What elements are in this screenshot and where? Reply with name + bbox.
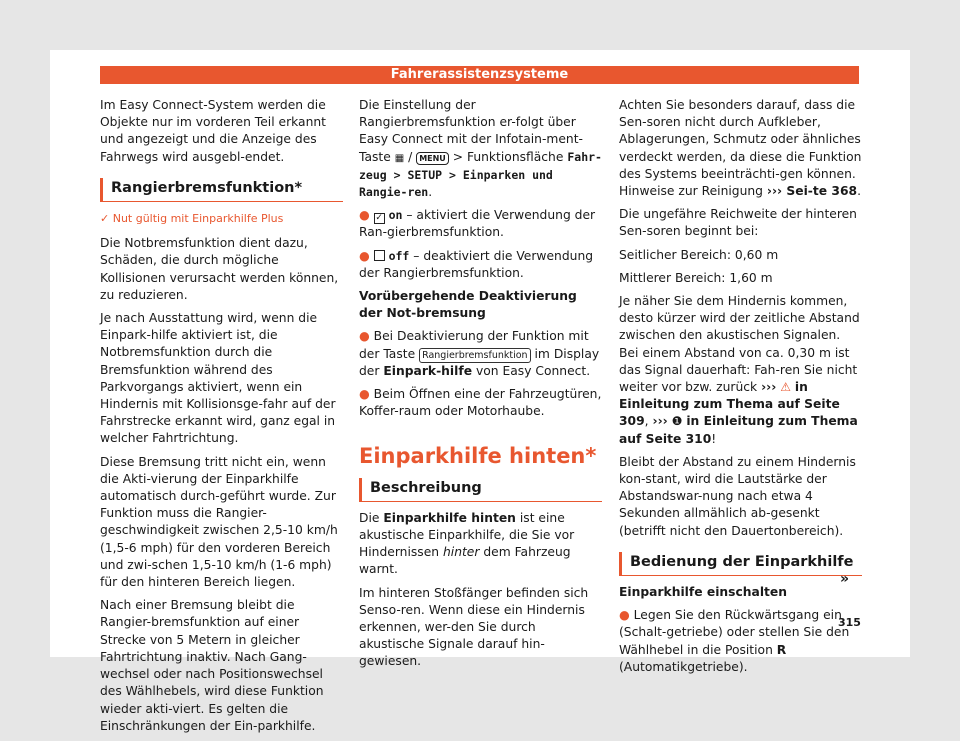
paragraph: Bleibt der Abstand zu einem Hindernis kon-stant, wird die Lautstärke der Abstandswar-nung nach etwa 4 Sekunden allmählich ab-gesenkt (betrifft nicht den Dauertonbereich). xyxy=(619,454,856,538)
column-3 xyxy=(619,97,862,682)
column-2 xyxy=(359,97,602,677)
paragraph: Die Notbremsfunktion dient dazu, Schäden, die durch mögliche Kollisionen verursacht werden können, zu reduzieren. xyxy=(100,236,339,302)
option-off: ● off – deaktiviert die Verwendung der Rangierbremsfunktion. xyxy=(359,248,594,280)
checkbox-empty-icon xyxy=(374,250,385,261)
bullet-item: ● Legen Sie den Rückwärtsgang ein (Schalt-getriebe) oder stellen Sie den Wählhebel in die Position R (Automatikgetriebe). xyxy=(619,608,850,674)
page-reference: ››› Sei-te 368 xyxy=(766,184,858,199)
apps-grid-icon: ▦ xyxy=(394,152,405,164)
menu-path: Fahr-zeug > SETUP > Einparken und Rangie-ren xyxy=(359,149,602,200)
paragraph: Im hinteren Stoßfänger befinden sich Senso-ren. Wenn diese ein Hindernis erkennen, wer-den Sie durch akustische Signale darauf hin-gewiesen. xyxy=(359,585,589,669)
notice-circle-icon: ❶ xyxy=(671,414,683,429)
paragraph: Je nach Ausstattung wird, wenn die Einpark-hilfe aktiviert ist, die Notbremsfunktion durch die Bremsfunktion während des Parkvorgangs aktiviert, wenn ein Hindernis mit Kollisionsge-fahr auf der Fahrstrecke erkannt wird, ganz egal in welcher Fahrtrichtung. xyxy=(100,311,336,446)
checkbox-checked-icon: ✓ xyxy=(375,213,383,224)
continue-arrow-icon: » xyxy=(840,571,850,587)
validity-note: ✓ Nut gültig mit Einparkhilfe Plus xyxy=(100,212,284,226)
paragraph: Nach einer Bremsung bleibt die Rangier-bremsfunktion auf einer Strecke von 5 Metern in gleicher Fahrtrichtung inaktiv. Nach Gang-wechsel oder nach Positionswechsel des Wählhebels, wird diese Funktion wieder akti-viert. Es gelten die Einschränkungen der Ein-parkhilfe. xyxy=(100,598,324,733)
paragraph-setting: Die Einstellung der Rangierbremsfunktion er-folgt über Easy Connect mit der Infotain-ment-Taste ▦ / MENU > Funktionsfläche Fahr-zeug > SETUP > Einparken und Rangie-ren. xyxy=(359,98,602,200)
bullet-item: ● Beim Öffnen eine der Fahrzeugtüren, Koffer-raum oder Motorhaube. xyxy=(359,387,602,419)
paragraph: Je näher Sie dem Hindernis kommen, desto kürzer wird der zeitliche Abstand zwischen den akustischen Signalen. Bei einem Abstand von ca. 0,30 m ist das Signal dauerhaft: Fah-ren Sie nicht weiter vor bzw. zurück ››› ⚠ in Einleitung zum Thema auf Seite 309, ››› ❶ in Einleitung zum Thema auf Seite 310! xyxy=(619,294,860,446)
paragraph: Achten Sie besonders darauf, dass die Sen-soren nicht durch Aufkleber, Ablagerungen, Schmutz oder ähnliches verdeckt werden, da diese die Funktion des Systems beeinträchti-gen können. Hinweise zur Reinigung ››› Sei-te 368. xyxy=(619,98,862,199)
page-number: 315 xyxy=(838,616,861,629)
chapter-header: Fahrerassistenzsysteme xyxy=(100,66,859,84)
section-heading-rangierbremsfunktion: Rangierbremsfunktion* xyxy=(100,178,343,202)
range-side: Seitlicher Bereich: 0,60 m xyxy=(619,247,779,262)
bullet-item: ● Bei Deaktivierung der Funktion mit der Taste Rangierbremsfunktion im Display der Einpark-hilfe von Easy Connect. xyxy=(359,329,600,378)
checkmark-icon: ✓ xyxy=(100,212,110,226)
warning-triangle-icon: ⚠ xyxy=(780,380,791,395)
section-heading-bedienung: Bedienung der Einparkhilfe xyxy=(619,552,862,576)
menu-button-icon: MENU xyxy=(416,152,449,165)
chapter-title: Einparkhilfe hinten* xyxy=(359,444,597,469)
paragraph: Im Easy Connect-System werden die Objekte nur im vorderen Teil erkannt und angezeigt und die Anzeige des Fahrwegs wird ausgebl-endet. xyxy=(100,98,327,164)
paragraph: Diese Bremsung tritt nicht ein, wenn die Akti-vierung der Einparkhilfe automatisch durch-geführt wurde. Zur Funktion muss die Rangier-geschwindigkeit zwischen 2,5-10 km/h (1,5-6 mph) für den vorderen Bereich und zwi-schen 1,5-10 km/h (1-6 mph) für den hinteren Bereich liegen. xyxy=(100,454,338,590)
subheading-einschalten: Einparkhilfe einschalten xyxy=(619,585,788,600)
option-on: ● ✓ on – aktiviert die Verwendung der Ran-gierbremsfunktion. xyxy=(359,208,596,240)
paragraph: Die Einparkhilfe hinten ist eine akustische Einparkhilfe, die Sie vor Hindernissen hinter dem Fahrzeug warnt. xyxy=(359,510,575,577)
section-heading-beschreibung: Beschreibung xyxy=(359,478,602,502)
paragraph: Die ungefähre Reichweite der hinteren Sen-soren beginnt bei: xyxy=(619,207,857,239)
range-middle: Mittlerer Bereich: 1,60 m xyxy=(619,270,773,285)
subheading-temp-deactivation: Vorübergehende Deaktivierung der Not-bremsung xyxy=(359,289,577,321)
rangierbremsfunktion-button-label: Rangierbremsfunktion xyxy=(419,348,531,363)
column-1 xyxy=(100,97,343,741)
